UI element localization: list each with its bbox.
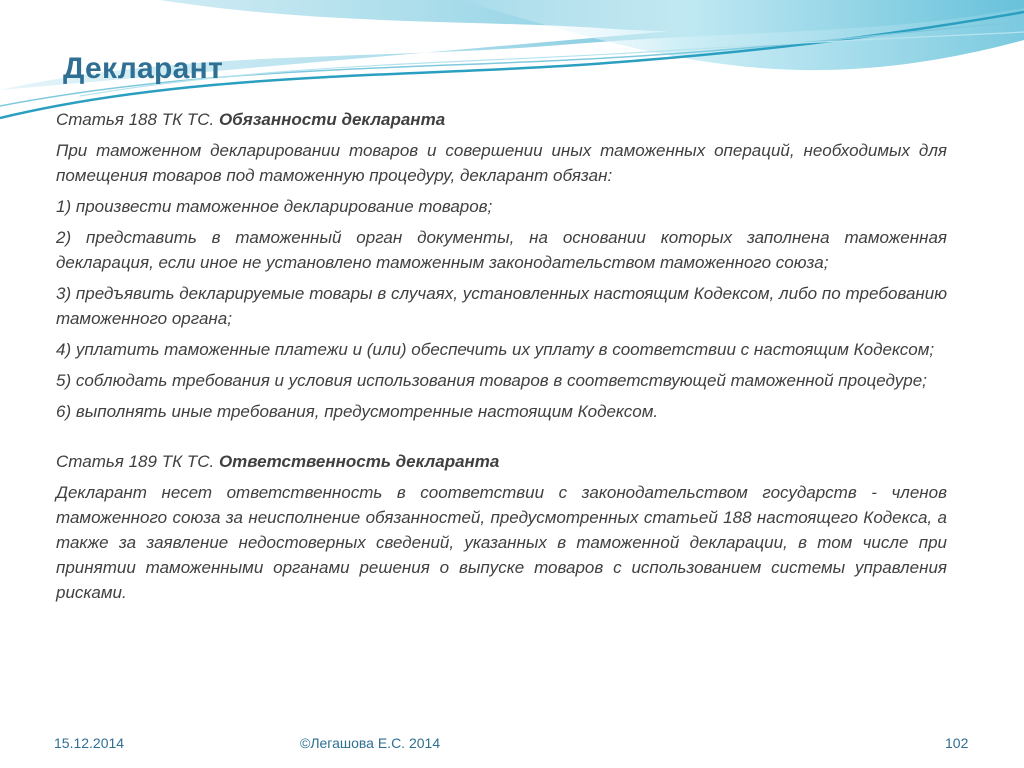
obligation-item: 1) произвести таможенное декларирование товаров; [56,197,493,216]
slide-title: Декларант [63,52,224,85]
footer-author: ©Легашова Е.С. 2014 [300,735,441,751]
article-189-heading [56,449,947,474]
obligation-item: 4) уплатить таможенные платежи и (или) обеспечить их уплату в соответствии с настоящим Кодексом; [56,340,935,359]
footer-date: 15.12.2014 [54,735,125,751]
page-number: 102 [945,735,969,751]
article-188-label: Статья 188 ТК ТС. [56,110,215,129]
obligation-item: 5) соблюдать требования и условия использования товаров в соответствующей таможенной процедуре; [56,371,927,390]
article-188-title: Обязанности декларанта [218,110,446,129]
article-188-intro: При таможенном декларировании товаров и совершении иных таможенных операций, необходимых для помещения товаров под таможенную процедуру, декларант обязан: [56,141,947,185]
article-189-title: Ответственность декларанта [218,452,500,471]
slide-content [56,107,947,611]
obligation-item: 3) предъявить декларируемые товары в случаях, установленных настоящим Кодексом, либо по требованию таможенного органа; [56,284,947,328]
article-189-text: Декларант несет ответственность в соответствии с законодательством государств - членов таможенного союза за неисполнение обязанностей, предусмотренных статьей 188 настоящего Кодекса, а также за заявление недостоверных сведений, указанных в таможенной декларации, в том числе при принятии таможенными органами решения о выпуске товаров с использованием системы управления рисками. [56,483,947,602]
article-189-label: Статья 189 ТК ТС. [56,452,215,471]
obligation-item: 2) представить в таможенный орган документы, на основании которых заполнена таможенная декларация, если иное не установлено таможенным законодательством таможенного союза; [56,228,947,272]
wave-band-sweep [460,0,1024,70]
obligation-item: 6) выполнять иные требования, предусмотренные настоящим Кодексом. [56,402,659,421]
article-188-heading [56,107,947,132]
